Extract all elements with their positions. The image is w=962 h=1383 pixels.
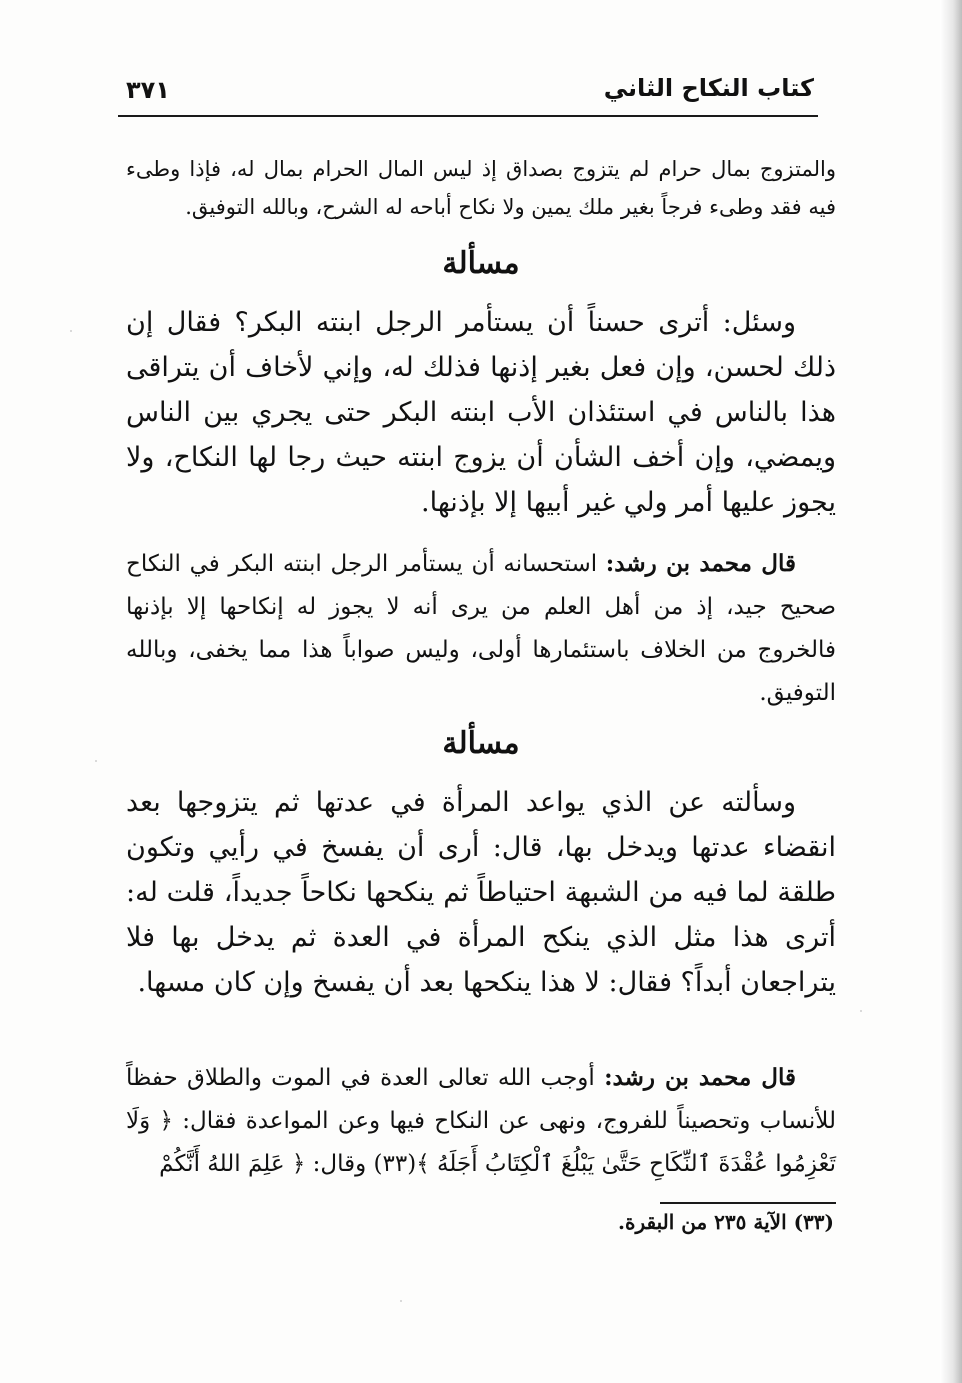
- commentary-text-2: أوجب الله تعالى العدة في الموت والطلاق حفظاً للأنساب وتحصيناً للفروج، ونهى عن النكاح فيها وعن المواعدة فقال: ﴿ وَلَا تَعْزِمُوا عُقْدَةَ ٱلنِّكَاحِ حَتَّىٰ يَبْلُغَ ٱلْكِتَابُ أَجَلَهُ ﴾(٣٣) وقال: ﴿ عَلِمَ اللهُ أَنَّكُمْ: [126, 1065, 836, 1177]
- intro-paragraph: والمتزوج بمال حرام لم يتزوج بصداق إذ ليس المال الحرام بمال له، فإذا وطىء فيه فقد وطىء فرجاً بغير ملك يمين ولا نكاح أباحه له الشرح، وبالله التوفيق.: [126, 157, 836, 219]
- commentary-speaker-2: قال محمد بن رشد:: [604, 1064, 797, 1091]
- footnote-divider: [660, 1202, 836, 1204]
- section-heading-1: مسألة: [442, 246, 520, 281]
- header-divider: [118, 115, 818, 117]
- commentary-speaker-1: قال محمد بن رشد:: [605, 550, 797, 577]
- page-spine-shadow: [940, 0, 962, 1383]
- scan-speck: [400, 1300, 402, 1302]
- question-paragraph-2: وسألته عن الذي يواعد المرأة في عدتها ثم يتزوجها بعد انقضاء عدتها ويدخل بها، قال: أرى أن يفسخ في رأيي وتكون طلقة لما فيه من الشبهة احتياطاً ثم ينكحها نكاحاً جديداً، قلت له: أترى هذا مثل الذي ينكح المرأة في العدة ثم يدخل بها فلا يتراجعان أبداً؟ فقال: لا هذا ينكحها بعد أن يفسخ وإن كان مسها.: [126, 787, 836, 998]
- commentary-paragraph-1: [126, 542, 836, 715]
- scan-speck: [70, 330, 72, 332]
- question-paragraph-1: وسئل: أترى حسناً أن يستأمر الرجل ابنته البكر؟ فقال إن ذلك لحسن، وإن فعل بغير إذنها فذلك له، وإني لأخاف أن يتراقى هذا بالناس في استئذان الأب ابنته البكر حتى يجري بين الناس ويمضي، وإن أخف الشأن أن يزوج ابنته حيث رجا لها النكاح، ولا يجوز عليها أمر ولي غير أبيها إلا بإذنها.: [126, 307, 836, 518]
- commentary-text-1: استحسانه أن يستأمر الرجل ابنته البكر في النكاح صحيح جيد، إذ من أهل العلم من يرى أنه لا يجوز له إنكاحها إلا بإذنها فالخروج من الخلاف باستئمارها أولى، وليس صواباً هذا مما يخفى، وبالله التوفيق.: [126, 551, 836, 706]
- scan-speck: [95, 760, 97, 762]
- scan-speck: [860, 1010, 862, 1012]
- commentary-paragraph-2: [126, 1056, 836, 1186]
- section-heading-2: مسألة: [442, 726, 520, 761]
- running-header: [120, 68, 820, 114]
- page-number: ٣٧١: [126, 76, 170, 104]
- footnote: (٣٣) الآية ٢٣٥ من البقرة.: [618, 1210, 834, 1234]
- chapter-title: كتاب النكاح الثاني: [603, 74, 814, 102]
